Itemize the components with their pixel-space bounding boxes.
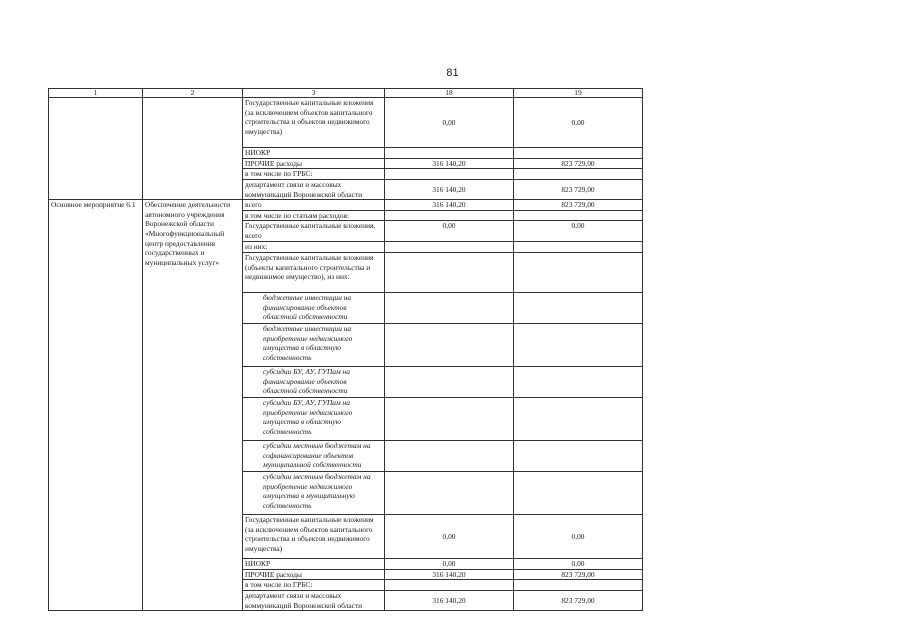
value-col19: 0,00: [514, 559, 643, 570]
value-col18: [385, 210, 514, 221]
row-label: бюджетные инвестиции на финансирование объектов областной собственности: [243, 293, 385, 324]
header-row: [49, 89, 643, 98]
measure-description: Обеспечение деятельности автономного учреждения Воронежской области «Многофункциональный центр предоставления государственных и муниципальных услуг»: [143, 200, 243, 611]
row-label: Государственные капитальные вложения (за исключением объектов капитального строительства и объектов недвижимого имущества): [243, 515, 385, 559]
value-col18: 316 140,20: [385, 158, 514, 169]
value-col18: 316 140,20: [385, 179, 514, 199]
value-col19: [514, 580, 643, 591]
value-col18: 316 140,20: [385, 200, 514, 211]
column-header-1: 1: [49, 89, 143, 98]
value-col19: 0,00: [514, 515, 643, 559]
row-label: департамент связи и массовых коммуникаций Воронежской области: [243, 179, 385, 199]
value-col19: [514, 253, 643, 293]
value-col19: [514, 169, 643, 180]
value-col18: [385, 472, 514, 515]
row-label: Государственные капитальные вложения (за исключением объектов капитального строительства и объектов недвижимого имущества): [243, 98, 385, 148]
row-label: из них:: [243, 242, 385, 253]
value-col18: 316 140,20: [385, 590, 514, 610]
row-label: всего: [243, 200, 385, 211]
row-label: Государственные капитальные вложения, всего: [243, 221, 385, 242]
value-col18: [385, 324, 514, 367]
value-col19: [514, 367, 643, 398]
value-col19: [514, 148, 643, 159]
row-label: ПРОЧИЕ расходы: [243, 158, 385, 169]
row-label: в том числе по ГРБС:: [243, 169, 385, 180]
row-label: Государственные капитальные вложения (объекты капитального строительства и недвижимое имущество), из них:: [243, 253, 385, 293]
value-col19: 823 729,00: [514, 590, 643, 610]
value-col19: [514, 398, 643, 441]
value-col18: [385, 148, 514, 159]
row-label: ПРОЧИЕ расходы: [243, 569, 385, 580]
row-label: в том числе по статьям расходов:: [243, 210, 385, 221]
value-col19: [514, 242, 643, 253]
row-label: департамент связи и массовых коммуникаций Воронежской области: [243, 590, 385, 610]
value-col19: [514, 441, 643, 472]
value-col19: [514, 293, 643, 324]
value-col19: 823 729,00: [514, 158, 643, 169]
table-row: [49, 200, 643, 211]
row-label: субсидии местным бюджетам на приобретение недвижимого имущества в муниципальную собственность: [243, 472, 385, 515]
value-col18: [385, 242, 514, 253]
row-label: бюджетные инвестиции на приобретение недвижимого имущества в областную собственность: [243, 324, 385, 367]
row-label: в том числе по ГРБС:: [243, 580, 385, 591]
row-label: субсидии местным бюджетам на софинансирование объектов муниципальной собственности: [243, 441, 385, 472]
budget-table: [48, 88, 643, 611]
column-header-18: 18: [385, 89, 514, 98]
value-col18: [385, 441, 514, 472]
value-col18: [385, 293, 514, 324]
value-col19: 0,00: [514, 98, 643, 148]
value-col18: [385, 580, 514, 591]
block1-col2-cell: [143, 98, 243, 200]
row-label: НИОКР: [243, 148, 385, 159]
value-col18: [385, 253, 514, 293]
column-header-19: 19: [514, 89, 643, 98]
row-label: субсидии БУ, АУ, ГУПам на финансирование объектов областной собственности: [243, 367, 385, 398]
value-col18: 0,00: [385, 559, 514, 570]
table-row: [49, 98, 643, 148]
value-col19: 823 729,00: [514, 179, 643, 199]
value-col18: [385, 367, 514, 398]
value-col18: [385, 169, 514, 180]
value-col18: 0,00: [385, 515, 514, 559]
block1-col1-cell: [49, 98, 143, 200]
page-number: 81: [446, 67, 459, 79]
value-col19: 823 729,00: [514, 200, 643, 211]
column-header-2: 2: [143, 89, 243, 98]
value-col18: 316 140,20: [385, 569, 514, 580]
value-col19: 0,00: [514, 221, 643, 242]
value-col18: 0,00: [385, 98, 514, 148]
value-col19: [514, 472, 643, 515]
value-col19: [514, 324, 643, 367]
value-col19: [514, 210, 643, 221]
value-col19: 823 729,00: [514, 569, 643, 580]
row-label: субсидии БУ, АУ, ГУПам на приобретение недвижимого имущества в областную собственность: [243, 398, 385, 441]
column-header-3: 3: [243, 89, 385, 98]
value-col18: 0,00: [385, 221, 514, 242]
row-label: НИОКР: [243, 559, 385, 570]
value-col18: [385, 398, 514, 441]
measure-title: Основное мероприятие 6.1: [49, 200, 143, 611]
